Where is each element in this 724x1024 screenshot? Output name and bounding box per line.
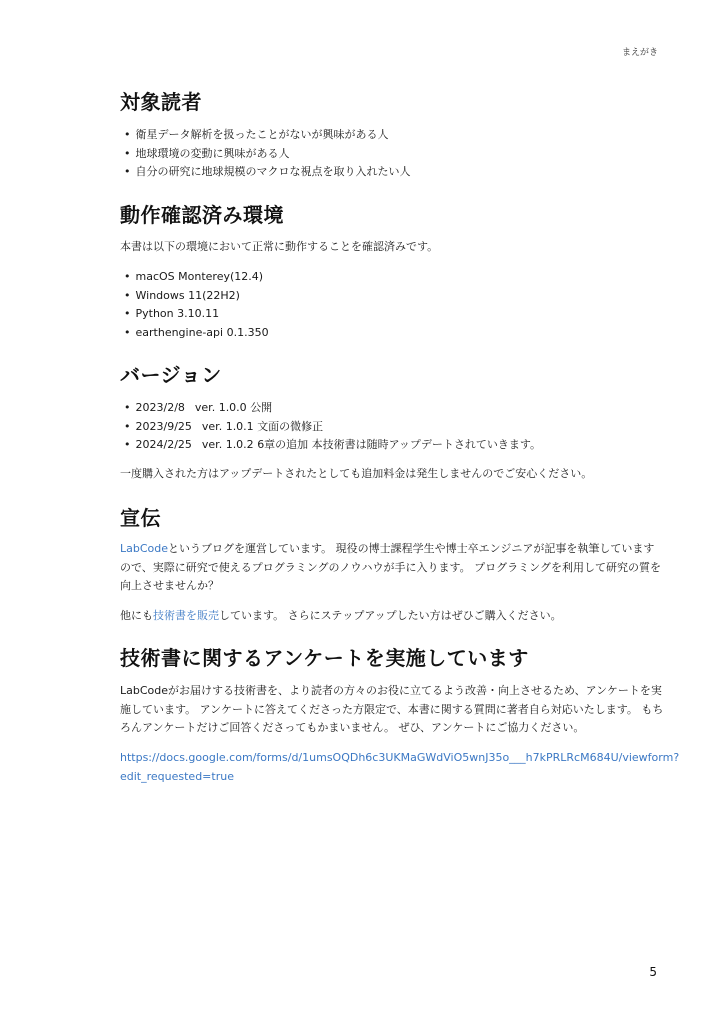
version-note-paragraph: 一度購入された方はアップデートされたとしても追加料金は発生しませんのでご安心ください。 [120,467,593,480]
survey-paragraph [120,682,692,738]
version-date: 2023/9/25 [135,419,192,433]
version-item [124,418,541,437]
survey-text: LabCodeがお届けする技術書を、より読者の方々のお役に立てるよう改善・向上させるため、アンケートを実 [120,684,662,697]
environment-list [124,268,269,342]
list-item: • 衛星データ解析を扱ったことがないが興味がある人 [124,126,411,145]
survey-text: 施しています。 アンケートに答えてくださった方限定で、本書に関する質問に著者自ら対応いたします。 もち [120,702,664,716]
survey-url-text[interactable]: https://docs.google.com/forms/d/1umsOQDh6c3UKMaGWdViO5wnJ35o___h7kPRLRcM684U/viewform? [120,751,680,764]
list-item: • earthengine-api 0.1.350 [124,324,269,343]
version-list [124,399,541,455]
version-date: 2023/2/8 [135,401,185,414]
version-note: 文面の微修正 [257,419,324,433]
list-item: • 地球環境の変動に興味がある人 [124,145,411,164]
version-note: 6章の追加 本技術書は随時アップデートされていきます。 [257,438,542,451]
heading-promo: 宣伝 [120,506,161,530]
heading-survey: 技術書に関するアンケートを実施しています [120,646,529,670]
heading-environment: 動作確認済み環境 [120,203,284,227]
version-number: ver. 1.0.2 [201,438,254,451]
promo-text: 他にも [120,609,153,622]
heading-version: バージョン [120,363,222,387]
running-header: まえがき [621,48,658,58]
version-item [124,399,541,418]
list-item: • 自分の研究に地球規模のマクロな視点を取り入れたい人 [124,163,411,182]
version-note: 公開 [250,401,273,414]
labcode-link[interactable]: LabCode [120,542,169,555]
heading-audience: 対象読者 [120,90,202,114]
promo-text: 向上させませんか？ [120,579,219,592]
promo-text: しています。 さらにステップアップしたい方はぜひご購入ください。 [219,609,562,622]
list-item: • macOS Monterey(12.4) [124,268,269,287]
version-item [124,436,541,455]
list-item: • Python 3.10.11 [124,305,269,324]
survey-url-link[interactable] [120,749,700,786]
audience-list [124,126,411,182]
book-sales-link[interactable]: 技術書を販売 [153,609,219,622]
survey-text: ろんアンケートだけご回答くださってもかまいません。 ぜひ、アンケートにご協力ください。 [120,721,585,734]
environment-intro: 本書は以下の環境において正常に動作することを確認済みです。 [120,240,439,253]
version-number: ver. 1.0.0 [194,401,247,414]
promo-text: ので、実際に研究で使えるプログラミングのノウハウが手に入ります。 プログラミングを利用して研究の質を [120,560,661,574]
list-item: • Windows 11(22H2) [124,287,269,306]
version-number: ver. 1.0.1 [201,419,254,433]
promo-paragraph-1 [120,540,692,596]
version-date: 2024/2/25 [135,438,192,451]
promo-paragraph-2 [120,607,692,626]
page-number: 5 [649,965,657,979]
survey-url-text[interactable]: edit_requested=true [120,769,234,783]
promo-text: というブログを運営しています。 現役の博士課程学生や博士卒エンジニアが記事を執筆しています [168,542,655,555]
